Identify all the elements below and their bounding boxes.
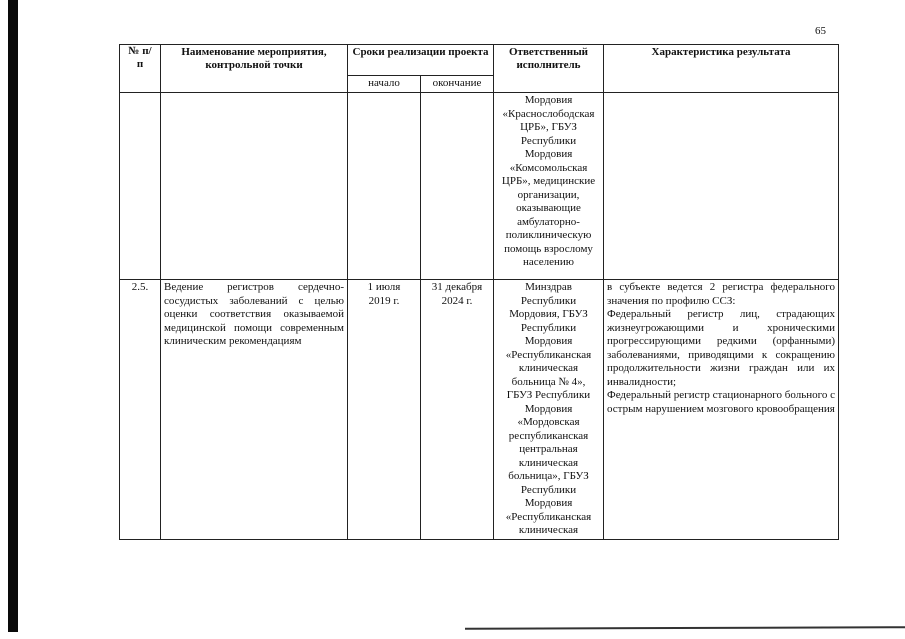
row-responsible <box>494 93 604 280</box>
row-end <box>421 280 494 540</box>
text-line: «Мордовская <box>517 416 580 428</box>
row-name <box>161 93 348 280</box>
text-line: поликлиническую <box>505 229 592 241</box>
text-line: ЦРБ», ГБУЗ <box>520 121 577 133</box>
text-line: населению <box>522 256 575 268</box>
text-line: Мордовия <box>524 94 573 106</box>
header-start: начало <box>348 76 421 93</box>
text-line: Минздрав <box>525 281 572 293</box>
text-line: 2019 г. <box>368 294 400 307</box>
text-line: ЦРБ», медицинские <box>501 175 596 187</box>
text-line: больница», ГБУЗ <box>508 470 589 482</box>
text-line: клиническая <box>518 524 579 536</box>
text-line: ГБУЗ Республики <box>506 389 591 401</box>
text-line: Республики <box>520 321 577 334</box>
text-line: Мордовия <box>524 148 573 160</box>
text-line: клиническая <box>518 456 579 469</box>
text-line: «Республиканская <box>505 510 592 523</box>
header-terms: Сроки реализации проекта <box>348 45 494 76</box>
row-responsible <box>494 280 604 540</box>
header-responsible: Ответственный исполнитель <box>494 45 604 93</box>
text-line: амбулаторно- <box>517 215 580 228</box>
text-line: клиническая <box>518 362 579 374</box>
row-result <box>604 93 839 280</box>
text-line: Мордовия <box>524 402 573 415</box>
row-end <box>421 93 494 280</box>
text-line: Республики <box>520 294 577 307</box>
row-start <box>348 280 421 540</box>
text-line: «Комсомольская <box>509 161 588 174</box>
result-paragraph: в субъекте ведется 2 регистра федерального значения по профилю ССЗ: <box>607 281 835 307</box>
table-row <box>120 280 839 540</box>
header-num: № п/п <box>120 45 161 93</box>
row-result <box>604 280 839 540</box>
header-name: Наименование мероприятия, контрольной точки <box>161 45 348 93</box>
text-line: Мордовия <box>524 335 573 347</box>
row-num <box>120 93 161 280</box>
bottom-rule <box>465 626 905 630</box>
row-name: Ведение регистров сердечно-сосудистых заболеваний с целью оценки соответствия оказываемой медицинской помощи современным клиническим рекомендациям <box>161 280 348 540</box>
activities-table <box>119 44 839 540</box>
text-line: помощь взрослому <box>504 242 593 255</box>
text-line: Мордовия <box>524 497 573 509</box>
text-line: Мордовия, ГБУЗ <box>509 308 588 320</box>
row-start <box>348 93 421 280</box>
row-num: 2.5. <box>120 280 161 540</box>
result-paragraph: Федеральный регистр лиц, страдающих жизнеугрожающими и хроническими прогрессирующими редкими (орфанными) заболеваниями, приводящими к сокращению продолжительности жизни граждан или их инвалидности; <box>607 308 835 388</box>
header-end: окончание <box>421 76 494 93</box>
text-line: Республики <box>520 134 577 147</box>
text-line: республиканская <box>508 429 589 442</box>
scan-edge-bar <box>8 0 18 632</box>
text-line: Республики <box>520 483 577 496</box>
page-number: 65 <box>815 25 826 37</box>
table-row <box>120 93 839 280</box>
result-paragraph: Федеральный регистр стационарного больного с острым нарушением мозгового кровообращения <box>607 389 835 415</box>
text-line: центральная <box>519 443 578 455</box>
text-line: «Республиканская <box>505 348 592 361</box>
text-line: «Краснослободская <box>502 107 595 120</box>
text-line: 2024 г. <box>441 294 473 307</box>
text-line: 31 декабря <box>431 281 483 293</box>
text-line: больница № 4», <box>511 375 586 388</box>
header-result: Характеристика результата <box>604 45 839 93</box>
text-line: 1 июля <box>367 281 401 293</box>
text-line: оказывающие <box>516 202 581 214</box>
text-line: организации, <box>517 188 580 201</box>
